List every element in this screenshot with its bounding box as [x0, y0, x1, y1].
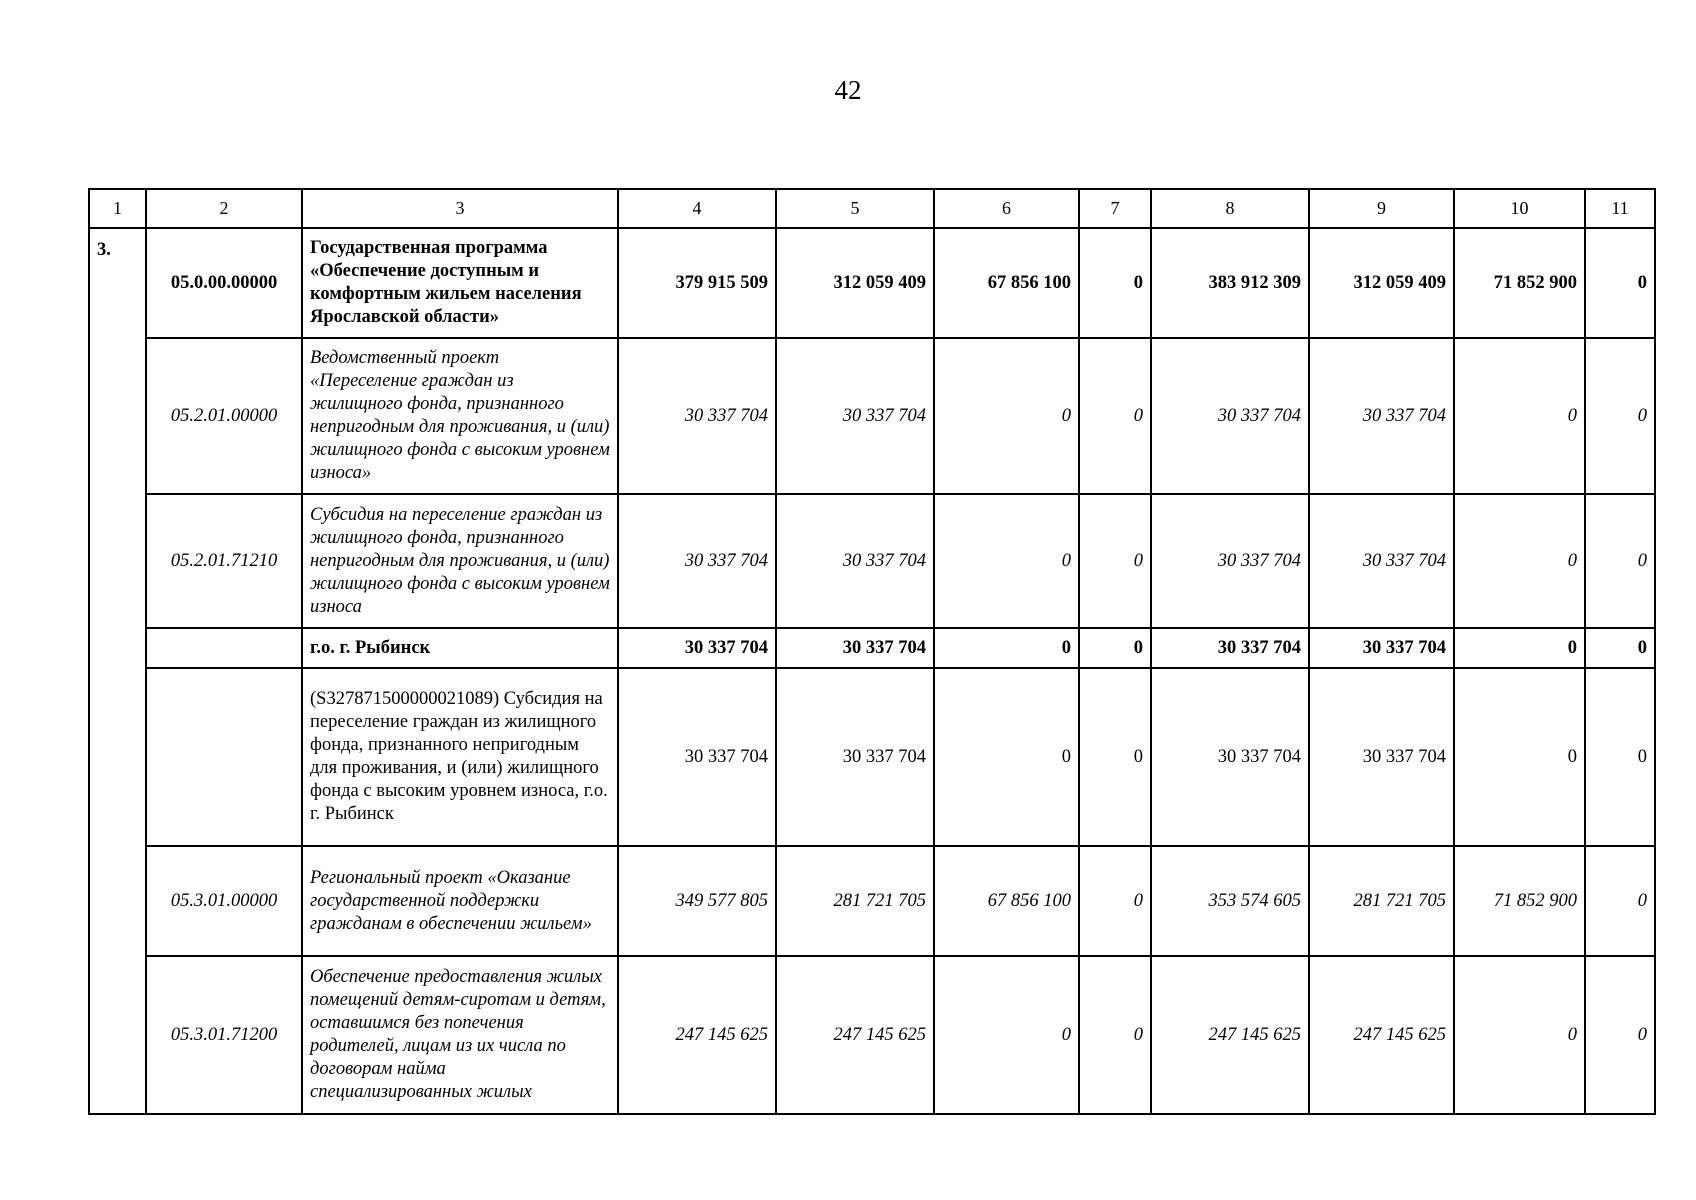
row-name: Ведомственный проект «Переселение граждан из жилищного фонда, признанного непригодным для проживания, и (или) жилищного фонда с высоким уровнем износа» [302, 338, 618, 494]
row-value: 0 [1585, 494, 1655, 628]
column-number: 9 [1309, 189, 1454, 228]
row-value: 71 852 900 [1454, 228, 1585, 338]
row-value: 0 [1079, 846, 1151, 956]
row-name: (S327871500000021089) Субсидия на переселение граждан из жилищного фонда, признанного непригодным для проживания, и (или) жилищного фонда с высоким уровнем износа, г.о. г. Рыбинск [302, 668, 618, 846]
row-value: 0 [934, 338, 1079, 494]
table-row [89, 338, 1655, 494]
row-value: 0 [934, 956, 1079, 1114]
row-value: 30 337 704 [1151, 338, 1309, 494]
row-value: 247 145 625 [1309, 956, 1454, 1114]
row-value: 383 912 309 [1151, 228, 1309, 338]
budget-table [88, 188, 1656, 1115]
row-value: 67 856 100 [934, 846, 1079, 956]
row-code: 05.3.01.71200 [146, 956, 302, 1114]
row-value: 0 [1585, 846, 1655, 956]
row-value: 0 [1454, 628, 1585, 668]
row-value: 0 [1079, 228, 1151, 338]
table-row [89, 846, 1655, 956]
row-value: 281 721 705 [776, 846, 934, 956]
row-value: 0 [1585, 338, 1655, 494]
row-value: 247 145 625 [776, 956, 934, 1114]
row-value: 0 [1585, 956, 1655, 1114]
table-row [89, 668, 1655, 846]
row-value: 281 721 705 [1309, 846, 1454, 956]
row-value: 30 337 704 [618, 628, 776, 668]
row-value: 30 337 704 [776, 338, 934, 494]
row-value: 0 [934, 668, 1079, 846]
row-name: Региональный проект «Оказание государственной поддержки гражданам в обеспечении жильем» [302, 846, 618, 956]
row-value: 0 [1079, 628, 1151, 668]
column-number: 7 [1079, 189, 1151, 228]
row-code [146, 628, 302, 668]
column-number: 1 [89, 189, 146, 228]
row-value: 312 059 409 [776, 228, 934, 338]
row-code: 05.0.00.00000 [146, 228, 302, 338]
row-value: 0 [1079, 494, 1151, 628]
row-value: 312 059 409 [1309, 228, 1454, 338]
row-value: 30 337 704 [618, 338, 776, 494]
column-number: 11 [1585, 189, 1655, 228]
row-value: 0 [1079, 338, 1151, 494]
row-value: 353 574 605 [1151, 846, 1309, 956]
row-value: 0 [1585, 228, 1655, 338]
row-value: 247 145 625 [1151, 956, 1309, 1114]
row-value: 0 [1454, 338, 1585, 494]
row-value: 30 337 704 [1309, 494, 1454, 628]
row-value: 349 577 805 [618, 846, 776, 956]
row-value: 30 337 704 [776, 628, 934, 668]
row-value: 379 915 509 [618, 228, 776, 338]
row-value: 0 [1079, 668, 1151, 846]
table-row [89, 494, 1655, 628]
row-value: 30 337 704 [1151, 668, 1309, 846]
column-number-row [89, 189, 1655, 228]
table-row [89, 628, 1655, 668]
row-value: 30 337 704 [1309, 628, 1454, 668]
table-row [89, 228, 1655, 338]
row-value: 0 [1454, 494, 1585, 628]
column-number: 5 [776, 189, 934, 228]
row-index: 3. [89, 228, 146, 1114]
table-row [89, 956, 1655, 1114]
column-number: 3 [302, 189, 618, 228]
column-number: 2 [146, 189, 302, 228]
row-name: Государственная программа «Обеспечение доступным и комфортным жильем населения Ярославской области» [302, 228, 618, 338]
page-number: 42 [834, 75, 862, 105]
row-value: 30 337 704 [1309, 668, 1454, 846]
row-value: 30 337 704 [1309, 338, 1454, 494]
row-name: Субсидия на переселение граждан из жилищного фонда, признанного непригодным для проживания, и (или) жилищного фонда с высоким уровнем износа [302, 494, 618, 628]
row-value: 71 852 900 [1454, 846, 1585, 956]
row-value: 0 [934, 494, 1079, 628]
row-value: 30 337 704 [618, 668, 776, 846]
row-value: 30 337 704 [1151, 494, 1309, 628]
row-value: 0 [1454, 956, 1585, 1114]
column-number: 8 [1151, 189, 1309, 228]
row-code [146, 668, 302, 846]
row-value: 30 337 704 [776, 494, 934, 628]
row-name: г.о. г. Рыбинск [302, 628, 618, 668]
row-value: 0 [1454, 668, 1585, 846]
row-code: 05.2.01.00000 [146, 338, 302, 494]
column-number: 10 [1454, 189, 1585, 228]
row-value: 0 [1585, 668, 1655, 846]
row-value: 0 [1079, 956, 1151, 1114]
row-value: 30 337 704 [618, 494, 776, 628]
column-number: 4 [618, 189, 776, 228]
row-name: Обеспечение предоставления жилых помещений детям-сиротам и детям, оставшимся без попечения родителей, лицам из их числа по договорам найма специализированных жилых [302, 956, 618, 1114]
row-value: 0 [934, 628, 1079, 668]
row-value: 67 856 100 [934, 228, 1079, 338]
row-value: 30 337 704 [776, 668, 934, 846]
row-code: 05.3.01.00000 [146, 846, 302, 956]
row-value: 30 337 704 [1151, 628, 1309, 668]
column-number: 6 [934, 189, 1079, 228]
row-value: 0 [1585, 628, 1655, 668]
row-code: 05.2.01.71210 [146, 494, 302, 628]
row-value: 247 145 625 [618, 956, 776, 1114]
